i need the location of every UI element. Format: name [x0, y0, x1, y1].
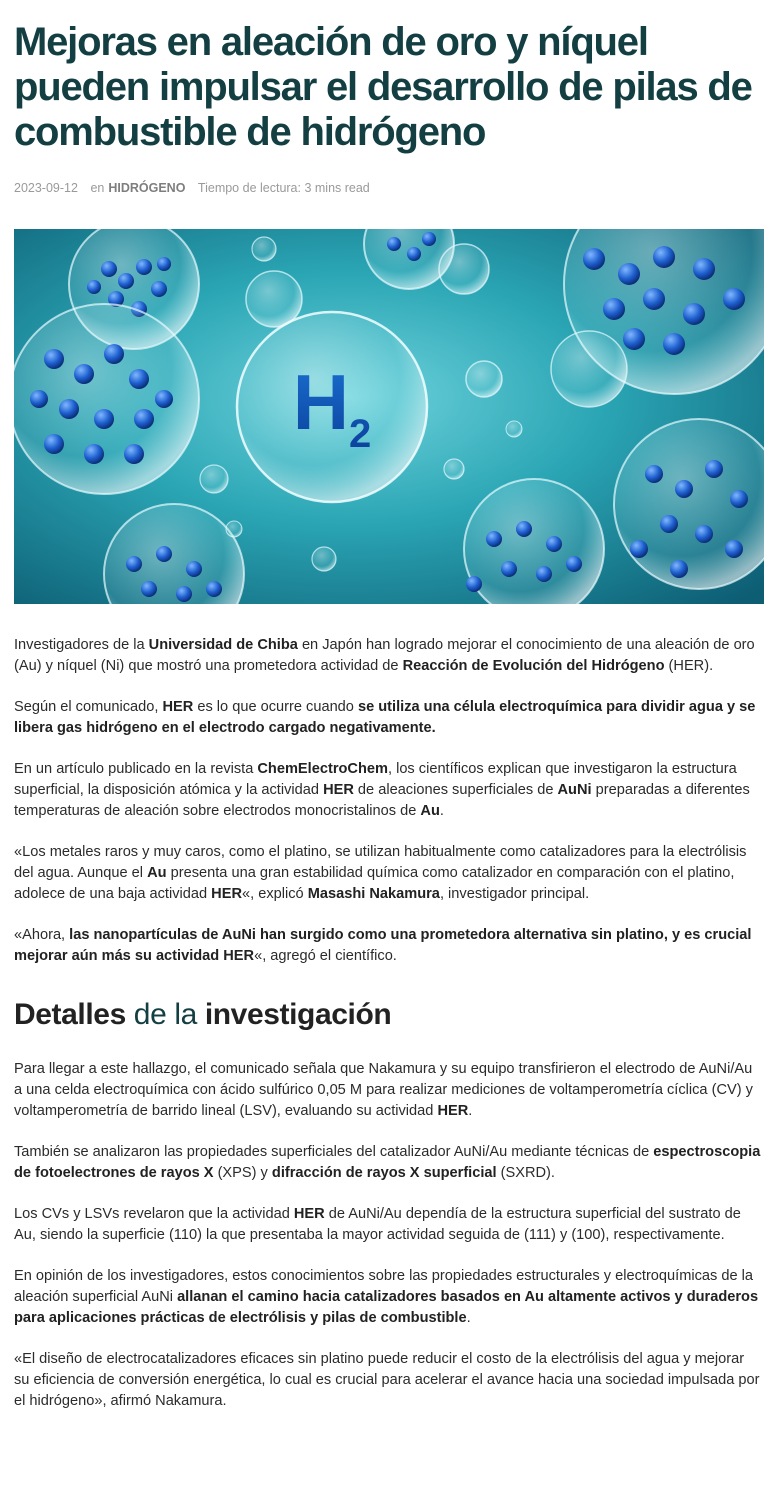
- paragraph-8: Los CVs y LSVs revelaron que la actividad HER de AuNi/Au dependía de la estructura superficial del sustrato de Au, siendo la superficie (110) la que presentaba la mayor actividad seguida de (111) y (100), respectivamente.: [14, 1206, 741, 1243]
- paragraph-9: En opinión de los investigadores, estos conocimientos sobre las propiedades estructurales y electroquímicas de la aleación superficial AuNi allanan el camino hacia catalizadores basados en Au altamente activos y duraderos para aplicaciones prácticas de electrólisis y pilas de combustible.: [14, 1268, 759, 1326]
- h2-label: $H_2$: [292, 358, 372, 456]
- paragraph-3: En un artículo publicado en la revista ChemElectroChem, los científicos explican que investigaron la estructura superficial, la disposición atómica y la actividad HER de aleaciones superficiales de AuNi preparadas a diferentes temperaturas de aleación sobre electrodos monocristalinos de Au.: [14, 761, 750, 819]
- paragraph-2: Según el comunicado, HER es lo que ocurre cuando se utiliza una célula electroquímica para dividir agua y se libera gas hidrógeno en el electrodo cargado negativamente.: [14, 699, 756, 736]
- article-meta: [14, 181, 762, 199]
- paragraph-5: «Ahora, las nanopartículas de AuNi han surgido como una prometedora alternativa sin platino, y es crucial mejorar aún más su actividad HER«, agregó el científico.: [14, 927, 752, 964]
- hero-image: [14, 229, 764, 604]
- bubble-bottom-center: [464, 479, 604, 604]
- article-body: [14, 635, 762, 1412]
- article-date: 2023-09-12: [14, 181, 78, 195]
- bubble-left: [14, 304, 199, 494]
- paragraph-10: «El diseño de electrocatalizadores eficaces sin platino puede reducir el costo de la electrólisis del agua y mejorar su eficiencia de conversión energética, lo cual es crucial para acelerar el avance hacia una sociedad impulsada por el hidrógeno», afirmó Nakamura.: [14, 1351, 760, 1409]
- reading-time: Tiempo de lectura: 3 mins read: [197, 181, 370, 195]
- section-heading: Detalles de la investigación: [14, 998, 392, 1031]
- h2-bubble: [237, 312, 427, 502]
- paragraph-6: Para llegar a este hallazgo, el comunicado señala que Nakamura y su equipo transfirieron el electrodo de AuNi/Au a una celda electroquímica con ácido sulfúrico 0,05 M para realizar mediciones de voltamperometría cíclica (CV) y voltamperometría de barrido lineal (LSV), evaluando su actividad HER.: [14, 1061, 753, 1119]
- paragraph-7: También se analizaron las propiedades superficiales del catalizador AuNi/Au mediante técnicas de espectroscopia de fotoelectrones de rayos X (XPS) y difracción de rayos X superficial (SXRD).: [14, 1144, 761, 1181]
- paragraph-4: «Los metales raros y muy caros, como el platino, se utilizan habitualmente como catalizadores para la electrólisis del agua. Aunque el Au presenta una gran estabilidad química como catalizador en comparación con el platino, adolece de una baja actividad HER«, explicó Masashi Nakamura, investigador principal.: [14, 844, 747, 902]
- paragraph-1: Investigadores de la Universidad de Chiba en Japón han logrado mejorar el conocimiento de una aleación de oro (Au) y níquel (Ni) que mostró una prometedora actividad de Reacción de Evolución del Hidrógeno (HER).: [14, 637, 755, 674]
- category-prefix: en: [90, 181, 105, 195]
- category-link[interactable]: HIDRÓGENO: [108, 181, 186, 195]
- article-title: Mejoras en aleación de oro y níquel pueden impulsar el desarrollo de pilas de combustible de hidrógeno: [14, 20, 752, 154]
